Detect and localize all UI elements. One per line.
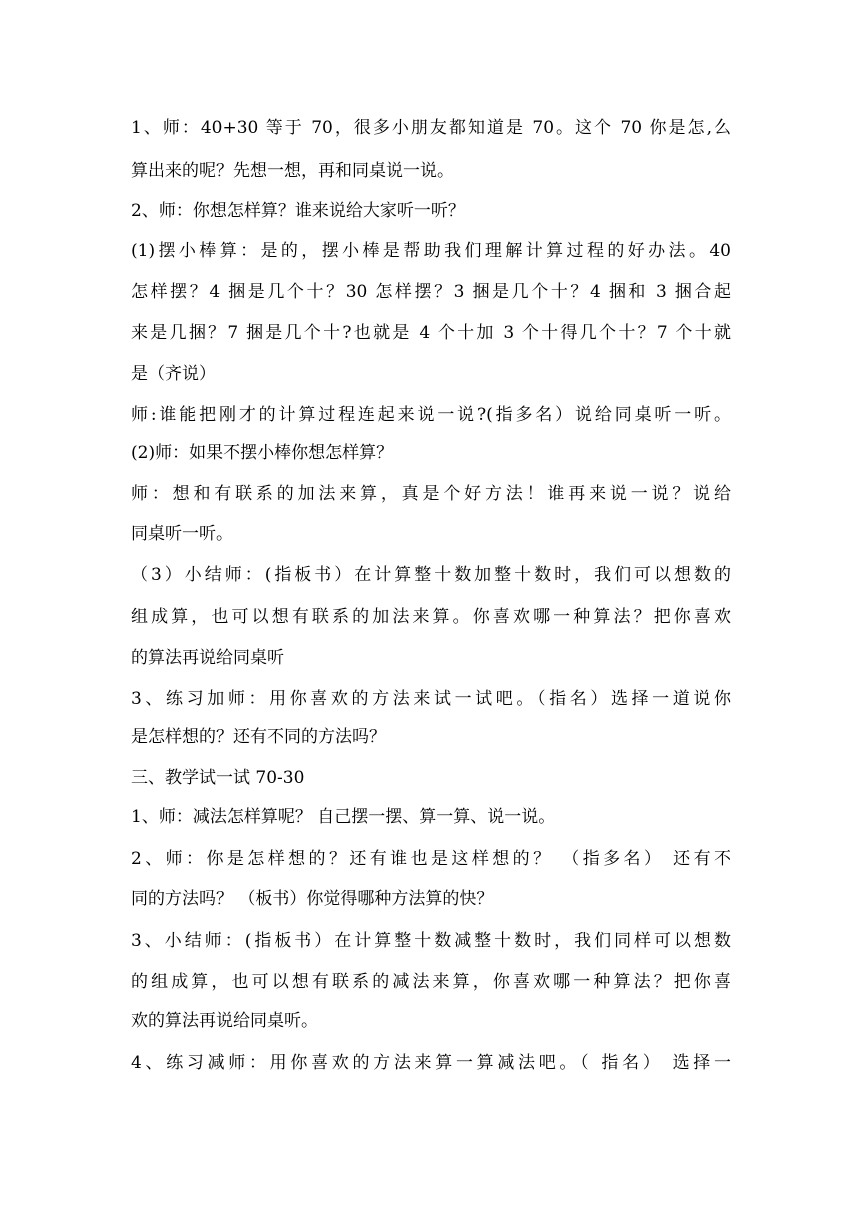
text-line-1: 1、师：40+30 等于 70，很多小朋友都知道是 70。这个 70 你是怎,么 bbox=[131, 118, 731, 138]
text-line-14: 的算法再说给同桌听 bbox=[131, 648, 284, 668]
text-line-21: 3、小结师：(指板书）在计算整十数减整十数时，我们同样可以想数 bbox=[131, 931, 731, 951]
text-line-9: (2)师：如果不摆小棒你想怎样算？ bbox=[131, 443, 394, 463]
text-line-10: 师：想和有联系的加法来算，真是个好方法！谁再来说一说？说给 bbox=[131, 484, 731, 504]
text-line-3: 2、师：你想怎样算？谁来说给大家听一听？ bbox=[131, 201, 465, 221]
text-line-4: (1)摆小棒算：是的，摆小棒是帮助我们理解计算过程的好办法。40 bbox=[131, 241, 731, 261]
section-heading: 三、教学试一试 70-30 bbox=[131, 768, 305, 788]
text-line-20: 同的方法吗？ （板书）你觉得哪种方法算的快？ bbox=[131, 889, 494, 909]
text-line-6: 来是几捆？7 捆是几个十?也就是 4 个十加 3 个十得几个十？7 个十就 bbox=[131, 323, 731, 343]
text-line-15: 3、练习加师：用你喜欢的方法来试一试吧。（指名）选择一道说你 bbox=[131, 689, 731, 709]
text-line-16: 是怎样想的？还有不同的方法吗？ bbox=[131, 727, 386, 747]
text-line-7: 是（齐说） bbox=[131, 364, 216, 384]
text-line-2: 算出来的呢？先想一想，再和同桌说一说。 bbox=[131, 161, 454, 181]
text-line-8: 师:谁能把刚才的计算过程连起来说一说?(指多名）说给同桌听一听。 bbox=[131, 405, 731, 425]
text-line-19: 2、师：你是怎样想的？还有谁也是这样想的？ （指多名） 还有不 bbox=[131, 849, 731, 869]
text-line-24: 4、练习减师：用你喜欢的方法来算一算减法吧。（ 指名） 选择一 bbox=[131, 1053, 731, 1073]
text-line-11: 同桌听一听。 bbox=[131, 524, 233, 544]
text-line-22: 的组成算，也可以想有联系的减法来算，你喜欢哪一种算法？把你喜 bbox=[131, 972, 731, 992]
text-line-13: 组成算，也可以想有联系的加法来算。你喜欢哪一种算法？把你喜欢 bbox=[131, 607, 731, 627]
text-line-18: 1、师：减法怎样算呢？ 自己摆一摆、算一算、说一说。 bbox=[131, 807, 556, 827]
text-line-12: （3）小结师：(指板书）在计算整十数加整十数时，我们可以想数的 bbox=[131, 565, 731, 585]
text-line-23: 欢的算法再说给同桌听。 bbox=[131, 1011, 318, 1031]
text-line-5: 怎样摆？4 捆是几个十？30 怎样摆？3 捆是几个十？4 捆和 3 捆合起 bbox=[131, 282, 731, 302]
